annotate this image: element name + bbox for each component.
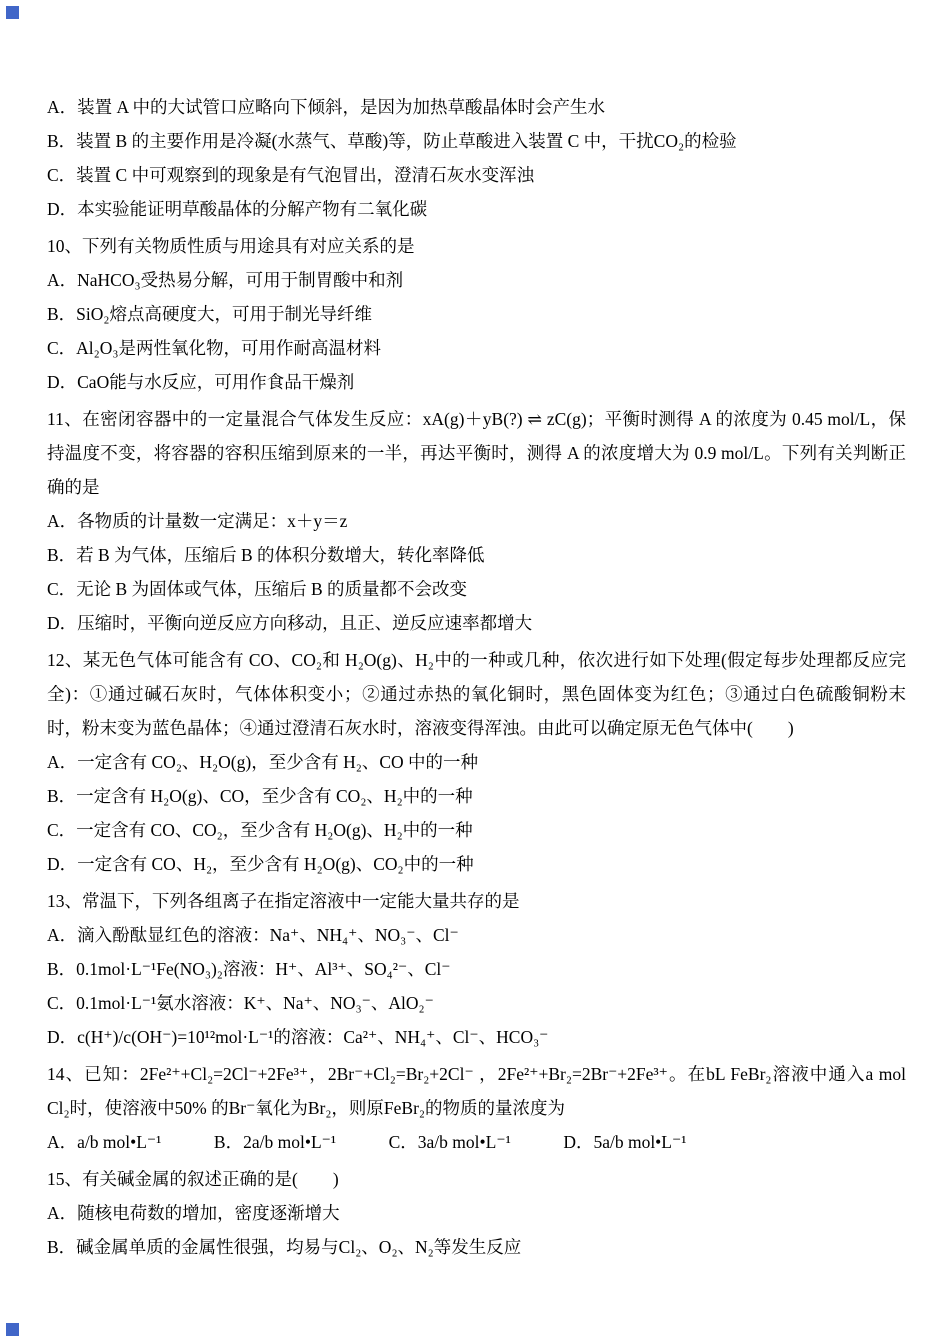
question-stem: 12、某无色气体可能含有 CO、CO₂和 H₂O(g)、H₂中的一种或几种，依次进行如下处理(假定每步处理都反应完全)：①通过碱石灰时，气体体积变小；②通过赤热的氧化铜时，黑色固体变为红色；③通过白色硫酸铜粉末时，粉末变为蓝色晶体；④通过澄清石灰水时，溶液变得浑浊。由此可以确定原无色气体中( ) [47,650,906,738]
option-line-a: A．滴入酚酞显红色的溶液：Na⁺、NH₄⁺、NO₃⁻、Cl⁻ [47,925,459,945]
question-15 [47,1162,906,1264]
option-line-d: D．CaO能与水反应，可用作食品干燥剂 [47,372,355,392]
option-line-b: B．一定含有 H₂O(g)、CO，至少含有 CO₂、H₂中的一种 [47,786,473,806]
question-12 [47,643,906,881]
question-stem: 14、已知：2Fe²⁺+Cl₂=2Cl⁻+2Fe³⁺，2Br⁻+Cl₂=Br₂+2Cl⁻ ，2Fe²⁺+Br₂=2Br⁻+2Fe³⁺。在bL FeBr₂溶液中通入a mol Cl₂时，使溶液中50% 的Br⁻氧化为Br₂，则原FeBr₂的物质的量浓度为 [47,1064,911,1118]
page-corner-marker-bottom-left [6,1323,19,1336]
option-line-c: C．0.1mol·L⁻¹氨水溶液：K⁺、Na⁺、NO₃⁻、AlO₂⁻ [47,993,434,1013]
question-11 [47,402,906,640]
question-stem: 10、下列有关物质性质与用途具有对应关系的是 [47,236,415,256]
option-line-b: B．碱金属单质的金属性很强，均易与Cl₂、O₂、N₂等发生反应 [47,1237,522,1257]
option-line-d: D．压缩时，平衡向逆反应方向移动，且正、逆反应速率都增大 [47,613,533,633]
option-line-c: C．一定含有 CO、CO₂，至少含有 H₂O(g)、H₂中的一种 [47,820,473,840]
question-10 [47,229,906,399]
option-line-a: A．NaHCO₃受热易分解，可用于制胃酸中和剂 [47,270,404,290]
question-stem: 11、在密闭容器中的一定量混合气体发生反应：xA(g)＋yB(?) ⇌ zC(g)；平衡时测得 A 的浓度为 0.45 mol/L，保持温度不变，将容器的容积压缩到原来的一半，再达平衡时，测得 A 的浓度增大为 0.9 mol/L。下列有关判断正确的是 [47,409,906,497]
page-corner-marker-top-left [6,6,19,19]
option-line-a: A．随核电荷数的增加，密度逐渐增大 [47,1203,340,1223]
option-line-d: D．c(H⁺)/c(OH⁻)=10¹²mol·L⁻¹的溶液：Ca²⁺、NH₄⁺、Cl⁻、HCO₃⁻ [47,1027,549,1047]
option-line-c: C．Al₂O₃是两性氧化物，可用作耐高温材料 [47,338,382,358]
option-line-c: C．装置 C 中可观察到的现象是有气泡冒出，澄清石灰水变浑浊 [47,165,535,185]
option-line-a: A．一定含有 CO₂、H₂O(g)，至少含有 H₂、CO 中的一种 [47,752,479,772]
option-line-b: B．装置 B 的主要作用是冷凝(水蒸气、草酸)等，防止草酸进入装置 C 中，干扰CO₂的检验 [47,131,737,151]
option-line-a: A．各物质的计量数一定满足：x＋y＝z [47,511,348,531]
option-line-b: B．若 B 为气体，压缩后 B 的体积分数增大，转化率降低 [47,545,485,565]
question-stem: 13、常温下，下列各组离子在指定溶液中一定能大量共存的是 [47,891,520,911]
question-14 [47,1057,911,1159]
option-line-b: B．0.1mol·L⁻¹Fe(NO₃)₂溶液：H⁺、Al³⁺、SO₄²⁻、Cl⁻ [47,959,451,979]
options-row: A．a/b mol•L⁻¹ B．2a/b mol•L⁻¹ C．3a/b mol•L⁻¹ D．5a/b mol•L⁻¹ [47,1132,687,1152]
question-9-options [47,90,906,226]
option-line-c: C．无论 B 为固体或气体，压缩后 B 的质量都不会改变 [47,579,468,599]
question-stem: 15、有关碱金属的叙述正确的是( ) [47,1169,339,1189]
option-line-d: D．本实验能证明草酸晶体的分解产物有二氧化碳 [47,199,428,219]
option-line-b: B．SiO₂熔点高硬度大，可用于制光导纤维 [47,304,373,324]
question-13 [47,884,906,1054]
option-line-d: D．一定含有 CO、H₂，至少含有 H₂O(g)、CO₂中的一种 [47,854,474,874]
option-line-a: A．装置 A 中的大试管口应略向下倾斜，是因为加热草酸晶体时会产生水 [47,97,606,117]
